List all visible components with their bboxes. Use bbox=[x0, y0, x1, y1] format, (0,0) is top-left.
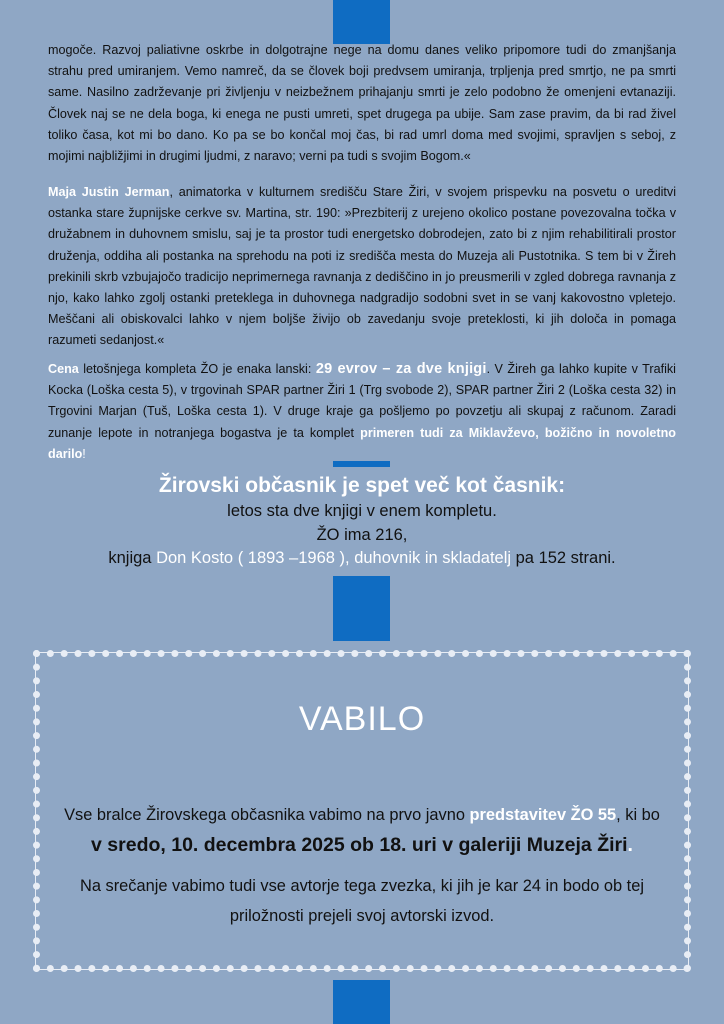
invitation-title: VABILO bbox=[298, 700, 426, 738]
book-title: Don Kosto ( 1893 –1968 ), duhovnik in skladatelj bbox=[156, 549, 512, 567]
announcement-line-2: ŽO ima 216, bbox=[316, 525, 408, 544]
quote-text: , animatorka v kulturnem središču Stare Žiri, v svojem prispevku na posvetu o ureditvi ostanka stare župnijske cerkve sv. Martina, str. 190: »Prezbiterij z urejeno okolico postane povezovalna točka v družabnem in duhovnem smislu, saj je ta prostor tudi energetsko dobrodejen, zato bi z njim rehabilitirali prostor druženja, oddiha ali postanka na sprehodu na poti iz središča mesta do Muzeja ali Pustotnika. S tem bi v Žireh prekinili skrb vzbujajočo tradicijo neprimernega ravnanja z dediščino in jo preusmerili v zgled dobrega ravnanja z njo, kako lahko zgolj ostanki preteklega in duhovnega nadgradijo sodobni svet in se vanj kakovostno vpletejo. Meščani ali obiskovalci lahko v njem boljše živijo ob zavedanju svoje preteklosti, ki jih določa in pomaga razumeti sedanjost.« bbox=[48, 185, 676, 348]
event-name: predstavitev ŽO 55 bbox=[469, 806, 617, 824]
invitation-text-1 bbox=[44, 800, 680, 861]
announcement bbox=[0, 472, 724, 571]
event-date: v sredo, 10. decembra 2025 ob 18. uri v galeriji Muzeja Žiri bbox=[91, 834, 628, 856]
top-blue-bar bbox=[333, 0, 390, 44]
announcement-line-1: letos sta dve knjigi v enem kompletu. bbox=[227, 502, 497, 520]
price-value: 29 evrov – za dve knjigi bbox=[315, 361, 487, 377]
line3-prefix: knjiga bbox=[108, 549, 157, 567]
price-text-1: letošnjega kompleta ŽO je enaka lanski: bbox=[78, 362, 316, 376]
intro-paragraph: mogoče. Razvoj paliativne oskrbe in dolgotrajne nege na domu danes veliko pripomore tudi do zmanjšanja strahu pred umiranjem. Vemo namreč, da se človek boji predvsem umiranja, trpljenja pred smrtjo, ne pa smrti same. Nasilno zadrževanje pri življenju v neizbežnem prihajanju smrti je zelo podobno že omenjeni evtanaziji. Človek naj se ne dela boga, ki enega ne pusti umreti, spet drugega pa ubije. Sam zase pravim, da bi rad živel toliko časa, kot mi bo dano. Ko pa se bo končal moj čas, bi rad umrl doma med svojimi, spravljen s seboj, z mojimi najbližjimi in drugimi ljudmi, z naravo; verni pa tudi s svojim Bogom.« bbox=[48, 43, 676, 164]
price-paragraph bbox=[48, 359, 676, 465]
announcement-heading: Žirovski občasnik je spet več kot časnik: bbox=[158, 474, 566, 497]
event-date-dot: . bbox=[627, 834, 633, 856]
price-label: Cena bbox=[48, 362, 79, 376]
line3-suffix: pa 152 strani. bbox=[511, 549, 616, 567]
invite-p1-a: Vse bralce Žirovskega občasnika vabimo na prvo javno bbox=[64, 806, 470, 824]
author-name: Maja Justin Jerman bbox=[48, 185, 170, 199]
price-text-2: . V Žireh ga lahko kupite v Trafiki Kocka (Loška cesta 5), v trgovinah SPAR partner Žiri 1 (Trg svobode 2), SPAR partner Žiri 2 (Loška cesta 32) in Trgovini Marjan (Tuš, Loška cesta 1). V druge kraje ga pošljemo po povzetju ali skupaj z računom. Zaradi zunanje lepote in notranjega bogastva je ta komplet bbox=[48, 362, 676, 440]
announcement-line-3 bbox=[0, 547, 724, 571]
gift-highlight: primeren tudi za Miklavževo, božično in novoletno darilo bbox=[48, 425, 676, 461]
bottom-blue-bar bbox=[333, 980, 390, 1024]
price-text-3: ! bbox=[82, 446, 86, 461]
divider-bar-2 bbox=[333, 576, 390, 641]
invitation-text-2: Na srečanje vabimo tudi vse avtorje tega zvezka, ki jih je kar 24 in bodo ob tej priložnosti prejeli svoj avtorski izvod. bbox=[80, 877, 644, 925]
invite-p1-c: , ki bo bbox=[616, 806, 660, 824]
quote-paragraph bbox=[48, 182, 676, 352]
